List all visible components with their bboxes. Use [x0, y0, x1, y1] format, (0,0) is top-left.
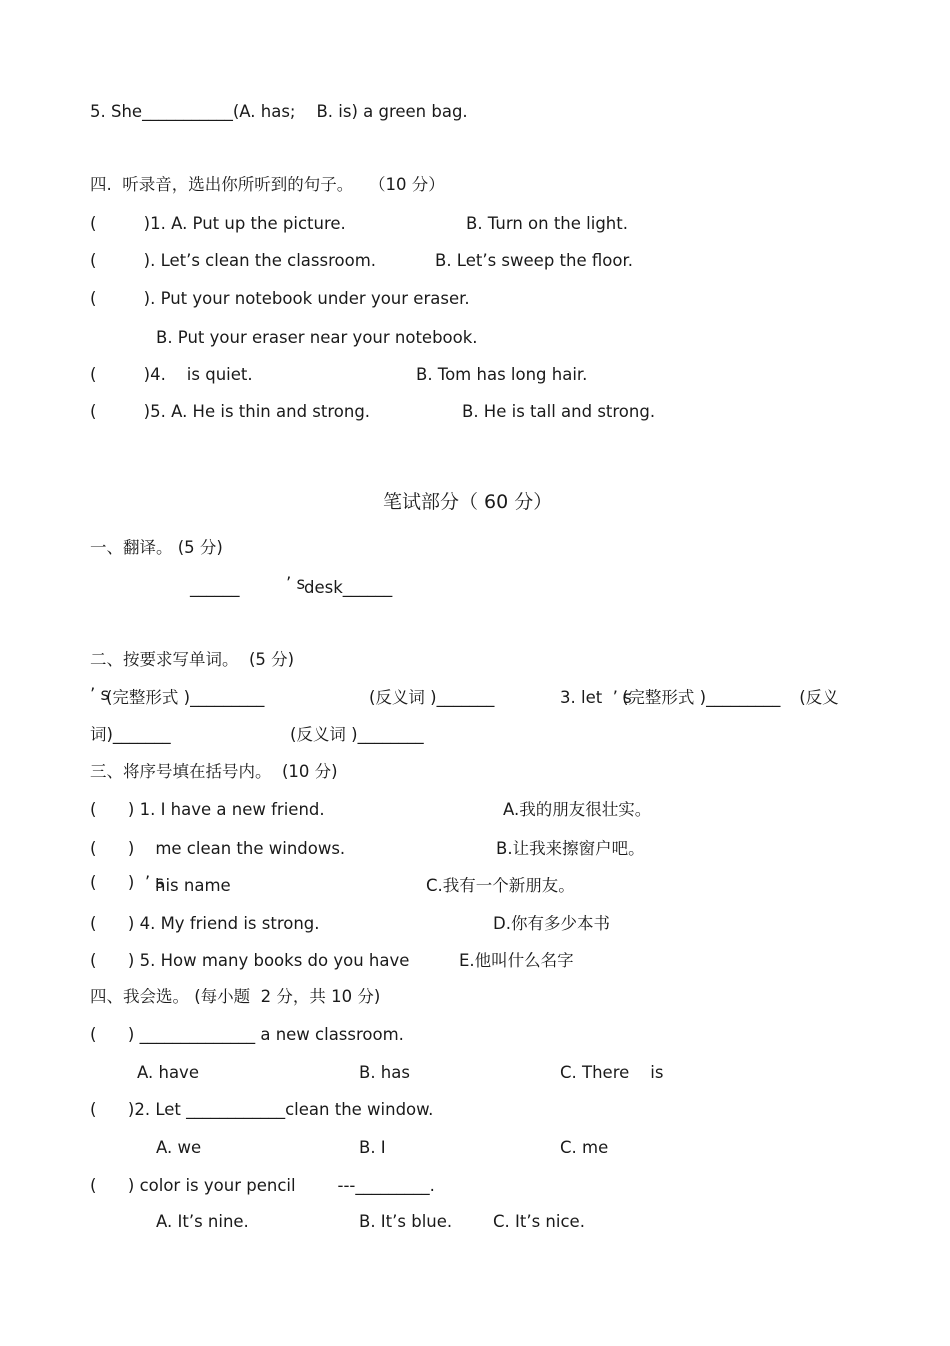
listening-q2-option-a: ( ). Let’s clean the classroom. [90, 251, 377, 270]
section-heading-write-words: 二、按要求写单词。 (5 分) [90, 650, 295, 669]
translate-desk-blank: desk______ [304, 578, 393, 597]
listening-q5-option-b: B. He is tall and strong. [462, 402, 656, 421]
section-heading-choose: 四、我会选。 (每小题 2 分，共 10 分) [90, 987, 381, 1006]
write-words-q1-word: ’ s [90, 685, 110, 704]
write-words-q3-blank: (完整形式 )_________ [622, 688, 781, 707]
choose-q2: ( )2. Let ____________clean the window. [90, 1100, 434, 1119]
listening-q1-option-b: B. Turn on the light. [466, 214, 628, 233]
choose-q1-option-b: B. has [359, 1063, 410, 1082]
translate-blank-1: ______ [190, 578, 240, 597]
choose-q2-option-c: C. me [560, 1138, 609, 1157]
write-words-q3-word: 3. let ’ s [560, 688, 632, 707]
choose-q2-option-b: B. I [359, 1138, 386, 1157]
choose-q1-option-c: C. There is [560, 1063, 664, 1082]
listening-q3-option-b: B. Put your eraser near your notebook. [156, 328, 478, 347]
question-5-line: 5. She___________(A. has; B. is) a green bag. [90, 102, 468, 121]
match-row-2-question: ( ) me clean the windows. [90, 839, 346, 858]
listening-q2-option-b: B. Let’s sweep the floor. [435, 251, 633, 270]
section-heading-match: 三、将序号填在括号内。 (10 分) [90, 762, 338, 781]
section-heading-listening: 四. 听录音，选出你所听到的句子。 （10 分） [90, 175, 445, 194]
write-words-q4-start: (反义 [794, 688, 839, 707]
match-row-1-answer: A.我的朋友很壮实。 [503, 800, 652, 819]
write-words-q4-blank: 词)_______ [90, 725, 171, 744]
match-row-4-answer: D.你有多少本书 [493, 914, 610, 933]
choose-q3-option-b: B. It’s blue. [359, 1212, 453, 1231]
match-row-5-answer: E.他叫什么名字 [459, 951, 574, 970]
listening-q4-option-a: ( )4. is quiet. [90, 365, 253, 384]
listening-q3-option-a: ( ). Put your notebook under your eraser. [90, 289, 470, 308]
listening-q1-option-a: ( )1. A. Put up the picture. [90, 214, 346, 233]
translate-apostrophe-s: ’ s [286, 574, 306, 593]
choose-q3-option-a: A. It’s nine. [156, 1212, 249, 1231]
choose-q1-option-a: A. have [137, 1063, 199, 1082]
written-part-title: 笔试部分（ 60 分） [383, 491, 553, 513]
match-row-4-question: ( ) 4. My friend is strong. [90, 914, 320, 933]
match-row-3-question-end: his name [155, 876, 231, 895]
match-row-2-answer: B.让我来擦窗户吧。 [496, 839, 645, 858]
write-words-q1-blank: (完整形式 )_________ [106, 688, 265, 707]
match-row-5-question: ( ) 5. How many books do you have [90, 951, 410, 970]
match-row-3-question: ( ) ’ s [90, 873, 164, 892]
match-row-3-answer: C.我有一个新朋友。 [426, 876, 575, 895]
choose-q2-option-a: A. we [156, 1138, 202, 1157]
choose-q3-option-c: C. It’s nice. [493, 1212, 585, 1231]
section-heading-translate: 一、翻译。 (5 分) [90, 538, 223, 557]
choose-q3: ( ) color is your pencil ---_________. [90, 1176, 435, 1195]
listening-q5-option-a: ( )5. A. He is thin and strong. [90, 402, 371, 421]
write-words-q2-blank: (反义词 )_______ [369, 688, 495, 707]
write-words-q5-blank: (反义词 )________ [290, 725, 424, 744]
choose-q1: ( ) ______________ a new classroom. [90, 1025, 404, 1044]
listening-q4-option-b: B. Tom has long hair. [416, 365, 588, 384]
match-row-1-question: ( ) 1. I have a new friend. [90, 800, 325, 819]
